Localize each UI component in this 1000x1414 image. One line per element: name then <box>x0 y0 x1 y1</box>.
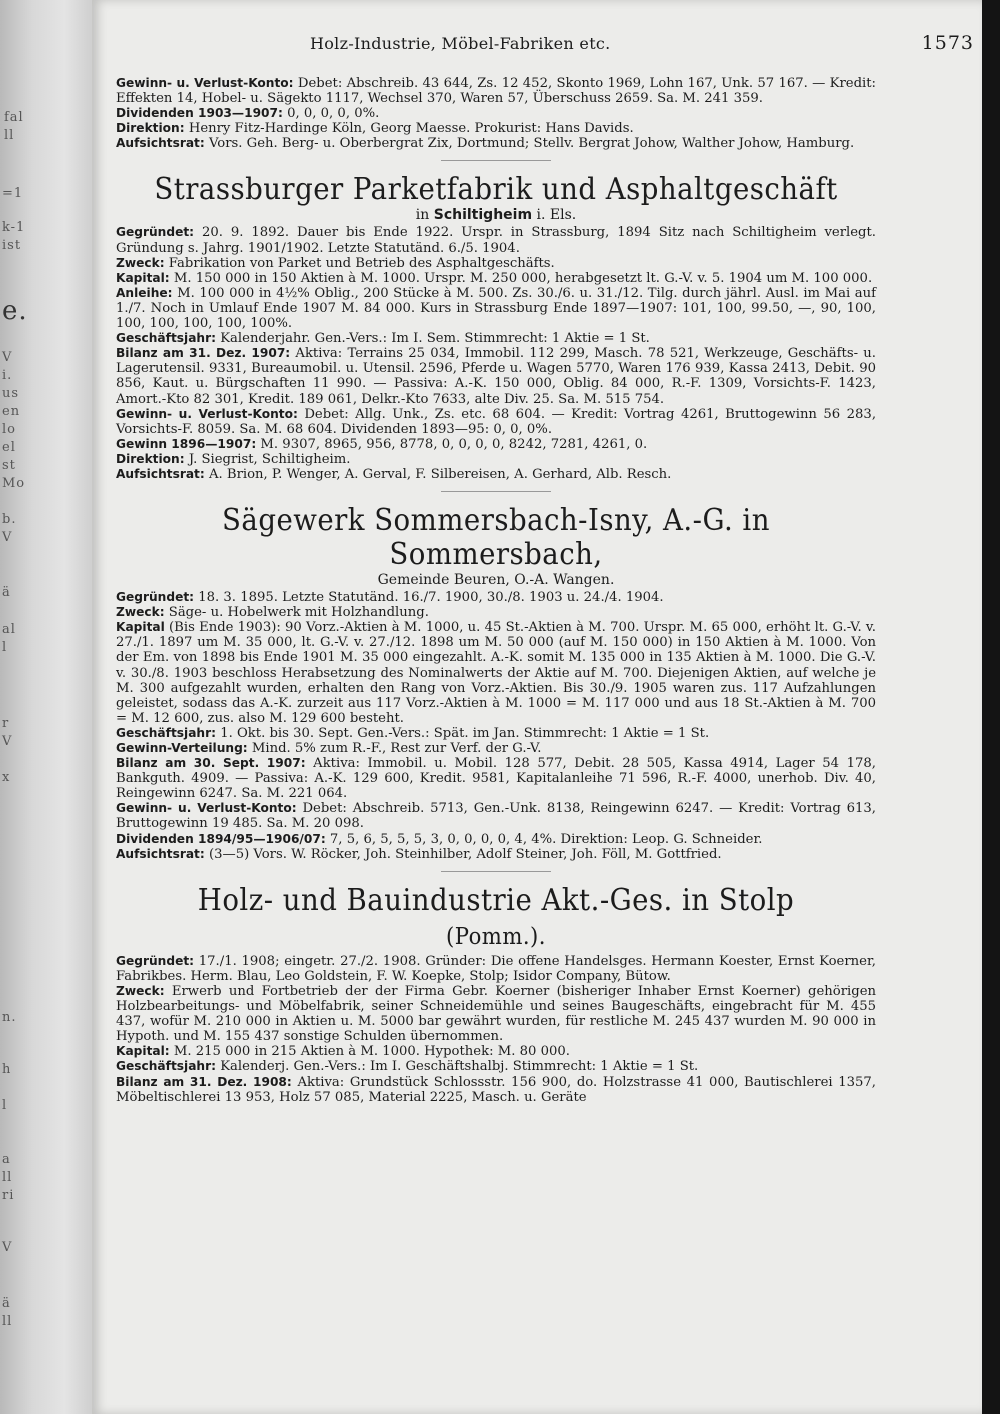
margin-fragment: Mo <box>2 476 26 491</box>
margin-fragment: =1 <box>2 186 24 201</box>
entry-key: Gewinn- u. Verlust-Konto: <box>116 406 298 421</box>
entry-capital <box>116 620 876 726</box>
section-divider <box>441 491 551 492</box>
entry-text: Aktiva: Immobil. u. Mobil. 128 577, Debit. 28 505, Kassa 4914, Lager 54 178, Bankguth. 4909. — Passiva: A.-K. 129 600, Kredit. 9581, Kapitalanleihe 71 596, R.-F. 4000, unerhob. Div. 40, Reingewinn 6247. Sa. M. 221 064. <box>116 756 876 802</box>
margin-fragment: al <box>2 622 16 637</box>
entry-key: Gegründet: <box>116 953 195 968</box>
entry-supervisory-board <box>116 467 876 482</box>
entry-text: 18. 3. 1895. Letzte Statutänd. 16./7. 1900, 30./8. 1903 u. 24./4. 1904. <box>198 590 664 606</box>
entry-dividends <box>116 832 876 847</box>
margin-fragment: k-1 <box>2 220 26 235</box>
entry-text: Erwerb und Fortbetrieb der der Firma Gebr. Koerner (bisheriger Inhaber Ernst Koerner) gehörigen Holzbearbeitungs- und Möbelfabrik, seiner Schneidemühle und seines Baugeschäfts, eingebracht für M. 455 437, wofür M. 210 000 in Aktien u. M. 5000 bar gewährt wurden, für restliche M. 245 437 wurden M. 90 000 in Hypoth. und M. 155 437 sonstige Schulden übernommen. <box>116 983 876 1045</box>
margin-fragment: us <box>2 386 20 401</box>
company-title: Strassburger Parketfabrik und Asphaltgeschäft <box>154 172 838 208</box>
margin-fragment: i. <box>2 368 13 383</box>
location-place: Schiltigheim <box>433 207 533 224</box>
margin-fragment: b. <box>2 512 17 527</box>
entry-text: Henry Fitz-Hardinge Köln, Georg Maesse. Prokurist: Hans Davids. <box>188 121 634 137</box>
entry-balance <box>116 756 876 801</box>
entry-purpose <box>116 605 876 620</box>
company-title <box>146 884 845 954</box>
margin-fragment: ist <box>2 238 22 253</box>
entry-text: M. 215 000 in 215 Aktien à M. 1000. Hypothek: M. 80 000. <box>173 1044 570 1060</box>
entry-text: Aktiva: Terrains 25 034, Immobil. 112 299, Masch. 78 521, Werkzeuge, Geschäfts- u. Lagerutensil. 9331, Bureaumobil. u. Utensil. 2596, Pferde u. Wagen 5770, Waren 176 939, Kassa 2413, Debit. 90 856, Kaut. u. Bürgschaften 11 990. — Passiva: A.-K. 150 000, Oblig. 84 000, R.-F. 1309, Vorsichts-F. 1423, Amort.-Kto 82 301, Kredit. 189 061, Delkr.-Kto 7633, alte Div. 25. Sa. M. 515 754. <box>116 346 876 407</box>
running-head-title: Holz-Industrie, Möbel-Fabriken etc. <box>310 34 611 53</box>
entry-balance <box>116 1075 876 1105</box>
entry-key: Gegründet: <box>116 590 195 605</box>
entry-key: Bilanz am 30. Sept. 1907: <box>116 756 306 771</box>
margin-fragment: e. <box>2 296 28 326</box>
company-title: Sägewerk Sommersbach-Isny, A.-G. in Sommersbach, <box>222 503 770 573</box>
entry-key: Geschäftsjahr: <box>116 725 216 740</box>
entry-fiscal-year <box>116 331 876 346</box>
margin-fragment: ll <box>2 1314 13 1329</box>
entry-text: (Bis Ende 1903): 90 Vorz.-Aktien à M. 1000, u. 45 St.-Aktien à M. 700. Urspr. M. 65 000, erhöht lt. G.-V. v. 27./1. 1897 um M. 35 000, lt. G.-V. v. 27./12. 1898 um M. 50 000 (auf M. 150 000) in 150 Aktien à M. 1000. Von der Em. von 1898 bis Ende 1901 M. 35 000 eingezahlt. A.-K. somit M. 135 000 in 135 Aktien à M. 1000. Die G.-V. v. 30./8. 1903 beschloss Herabsetzung des Nominalwerts der Aktie auf M. 700. Diejenigen Aktien, auf welche je M. 300 aufgezahlt wurden, erhalten den Rang von Vorz.-Aktien. Bis 30./9. 1905 waren zus. 117 Aufzahlungen geleistet, sodass das A.-K. zurzeit aus 117 Vorz.-Aktien à M. 1000 = M. 117 000 und aus 18 St.-Aktien à M. 700 = M. 12 600, zus. also M. 129 600 besteht. <box>116 620 876 726</box>
entry-supervisory-board <box>116 847 876 862</box>
entry-text: 20. 9. 1892. Dauer bis Ende 1922. Urspr. in Strassburg, 1894 Sitz nach Schiltigheim verlegt. Gründung s. Jahrg. 1901/1902. Letzte Statutänd. 6./5. 1904. <box>116 225 876 256</box>
entry-text: Aktiva: Grundstück Schlossstr. 156 900, do. Holzstrasse 41 000, Bautischlerei 1357, Möbeltischlerei 13 953, Holz 57 085, Material 2225, Masch. u. Geräte <box>116 1074 876 1105</box>
entry-key: Gewinn 1896—1907: <box>116 436 257 451</box>
entry-key: Direktion: <box>116 121 185 136</box>
entry-profit-loss <box>116 76 876 106</box>
margin-fragment: V <box>2 734 13 749</box>
page-number: 1573 <box>921 32 974 54</box>
margin-fragment: h <box>2 1062 12 1077</box>
entry-text: Debet: Abschreib. 43 644, Zs. 12 452, Skonto 1969, Lohn 167, Unk. 57 167. — Kredit: Effekten 14, Hobel- u. Sägekto 1117, Wechsel 370, Waren 57, Überschuss 2659. Sa. M. 241 359. <box>116 76 876 107</box>
entry-text: 7, 5, 6, 5, 5, 5, 3, 0, 0, 0, 0, 4, 4%. Direktion: Leop. G. Schneider. <box>329 831 763 847</box>
entry-founded <box>116 954 876 984</box>
entry-profit-history <box>116 437 876 452</box>
entry-text: Vors. Geh. Berg- u. Oberbergrat Zix, Dortmund; Stellv. Bergrat Johow, Walther Johow, Hamburg. <box>208 136 855 152</box>
entry-key: Bilanz am 31. Dez. 1908: <box>116 1074 292 1089</box>
margin-fragment: a <box>2 1152 11 1167</box>
entry-fiscal-year <box>116 726 876 741</box>
page-content <box>116 76 876 1105</box>
margin-fragment: en <box>2 404 21 419</box>
entry-board <box>116 121 876 136</box>
scan-border <box>982 0 1000 1414</box>
location-suffix: i. Els. <box>536 207 577 224</box>
entry-key: Kapital: <box>116 270 170 285</box>
entry-key: Gewinn- u. Verlust-Konto: <box>116 801 297 816</box>
entry-capital <box>116 1044 876 1059</box>
entry-key: Geschäftsjahr: <box>116 1059 216 1074</box>
entry-key: Aufsichtsrat: <box>116 136 205 151</box>
margin-fragment: x <box>2 770 11 785</box>
entry-purpose <box>116 256 876 271</box>
entry-key: Aufsichtsrat: <box>116 466 205 481</box>
entry-supervisory-board <box>116 136 876 151</box>
entry-key: Aufsichtsrat: <box>116 846 205 861</box>
entry-text: 1. Okt. bis 30. Sept. Gen.-Vers.: Spät. im Jan. Stimmrecht: 1 Aktie = 1 St. <box>220 725 710 741</box>
entry-text: 17./1. 1908; eingetr. 27./2. 1908. Gründer: Die offene Handelsges. Hermann Koester, Ernst Koerner, Fabrikbes. Herm. Blau, Leo Goldstein, F. W. Koepke, Stolp; Isidor Company, Bütow. <box>116 953 876 984</box>
margin-fragment: ä <box>2 1296 11 1311</box>
company-name: Holz- und Bauindustrie Akt.-Ges. in Stolp <box>197 882 795 918</box>
entry-text: Debet: Abschreib. 5713, Gen.-Unk. 8138, Reingewinn 6247. — Kredit: Vortrag 613, Bruttogewinn 19 485. Sa. M. 20 098. <box>116 801 877 832</box>
margin-fragment: st <box>2 458 16 473</box>
margin-fragment: fal <box>4 110 24 125</box>
entry-key: Zweck: <box>116 255 165 270</box>
entry-text: Kalenderj. Gen.-Vers.: Im I. Geschäftshalbj. Stimmrecht: 1 Aktie = 1 St. <box>220 1059 699 1075</box>
entry-key: Geschäftsjahr: <box>116 331 216 346</box>
entry-text: Kalenderjahr. Gen.-Vers.: Im I. Sem. Stimmrecht: 1 Aktie = 1 St. <box>220 331 650 347</box>
margin-fragment: el <box>2 440 16 455</box>
entry-text: Mind. 5% zum R.-F., Rest zur Verf. der G.-V. <box>251 741 542 756</box>
entry-key: Zweck: <box>116 983 165 998</box>
entry-profit-loss <box>116 801 876 831</box>
entry-text: Fabrikation von Parket und Betrieb des Asphaltgeschäfts. <box>168 255 555 271</box>
company-name-suffix: (Pomm.). <box>446 923 546 950</box>
company-location <box>116 207 876 223</box>
entry-text: Säge- u. Hobelwerk mit Holzhandlung. <box>168 605 429 621</box>
margin-fragment: V <box>2 350 13 365</box>
entry-capital <box>116 271 876 286</box>
margin-fragment: V <box>2 1240 13 1255</box>
entry-text: Debet: Allg. Unk., Zs. etc. 68 604. — Kredit: Vortrag 4261, Bruttogewinn 56 283, Vorsichts-F. 8059. Sa. M. 68 604. Dividenden 1893—95: 0, 0, 0%. <box>116 406 877 437</box>
entry-purpose <box>116 984 876 1044</box>
margin-fragment: lo <box>2 422 16 437</box>
entry-key: Zweck: <box>116 605 165 620</box>
company-location: Gemeinde Beuren, O.-A. Wangen. <box>377 572 615 589</box>
entry-key: Bilanz am 31. Dez. 1907: <box>116 346 291 361</box>
margin-fragment: ll <box>2 1170 13 1185</box>
location-prefix: in <box>415 207 430 224</box>
margin-fragment: r <box>2 716 10 731</box>
margin-fragment: V <box>2 530 13 545</box>
entry-key: Kapital <box>116 620 165 635</box>
entry-board <box>116 452 876 467</box>
margin-fragment: l <box>2 1098 8 1113</box>
entry-key: Direktion: <box>116 451 185 466</box>
book-page <box>92 0 982 1414</box>
margin-fragment: ri <box>2 1188 15 1203</box>
entry-dividends <box>116 106 876 121</box>
entry-key: Gewinn-Verteilung: <box>116 741 248 755</box>
entry-founded <box>116 590 876 605</box>
entry-key: Kapital: <box>116 1044 170 1059</box>
entry-profit-distribution <box>116 741 876 756</box>
section-divider <box>441 871 551 872</box>
entry-text: M. 150 000 in 150 Aktien à M. 1000. Urspr. M. 250 000, herabgesetzt lt. G.-V. v. 5. 1904 um M. 100 000. <box>173 270 873 286</box>
entry-key: Dividenden 1894/95—1906/07: <box>116 831 326 846</box>
margin-fragment: n. <box>2 1010 17 1025</box>
entry-key: Anleihe: <box>116 285 173 300</box>
adjacent-page-edge <box>0 0 92 1414</box>
entry-text: M. 100 000 in 4½% Oblig., 200 Stücke à M. 500. Zs. 30./6. u. 31./12. Tilg. durch jährl. Ausl. im Mai auf 1./7. Noch in Umlauf Ende 1907 M. 84 000. Kurs in Strassburg Ende 1897—1907: 101, 100, 99.50, —, 90, 100, 100, 100, 100, 100, 100%. <box>116 285 876 332</box>
entry-key: Gewinn- u. Verlust-Konto: <box>116 76 294 90</box>
entry-loan <box>116 286 876 331</box>
margin-fragment: l <box>2 640 8 655</box>
entry-fiscal-year <box>116 1059 876 1074</box>
entry-key: Dividenden 1903—1907: <box>116 106 283 121</box>
entry-text: (3—5) Vors. W. Röcker, Joh. Steinhilber, Adolf Steiner, Joh. Föll, M. Gottfried. <box>208 846 722 862</box>
margin-fragment: ll <box>4 128 15 143</box>
running-head <box>92 34 982 58</box>
section-divider <box>441 160 551 161</box>
entry-profit-loss <box>116 407 876 437</box>
entry-founded <box>116 225 876 255</box>
margin-fragment: ä <box>2 585 11 600</box>
entry-text: J. Siegrist, Schiltigheim. <box>188 451 351 467</box>
entry-key: Gegründet: <box>116 225 195 240</box>
entry-text: A. Brion, P. Wenger, A. Gerval, F. Silbereisen, A. Gerhard, Alb. Resch. <box>208 466 672 482</box>
entry-text: 0, 0, 0, 0, 0%. <box>287 106 380 122</box>
entry-balance <box>116 346 876 406</box>
entry-text: M. 9307, 8965, 956, 8778, 0, 0, 0, 0, 8242, 7281, 4261, 0. <box>260 436 648 452</box>
